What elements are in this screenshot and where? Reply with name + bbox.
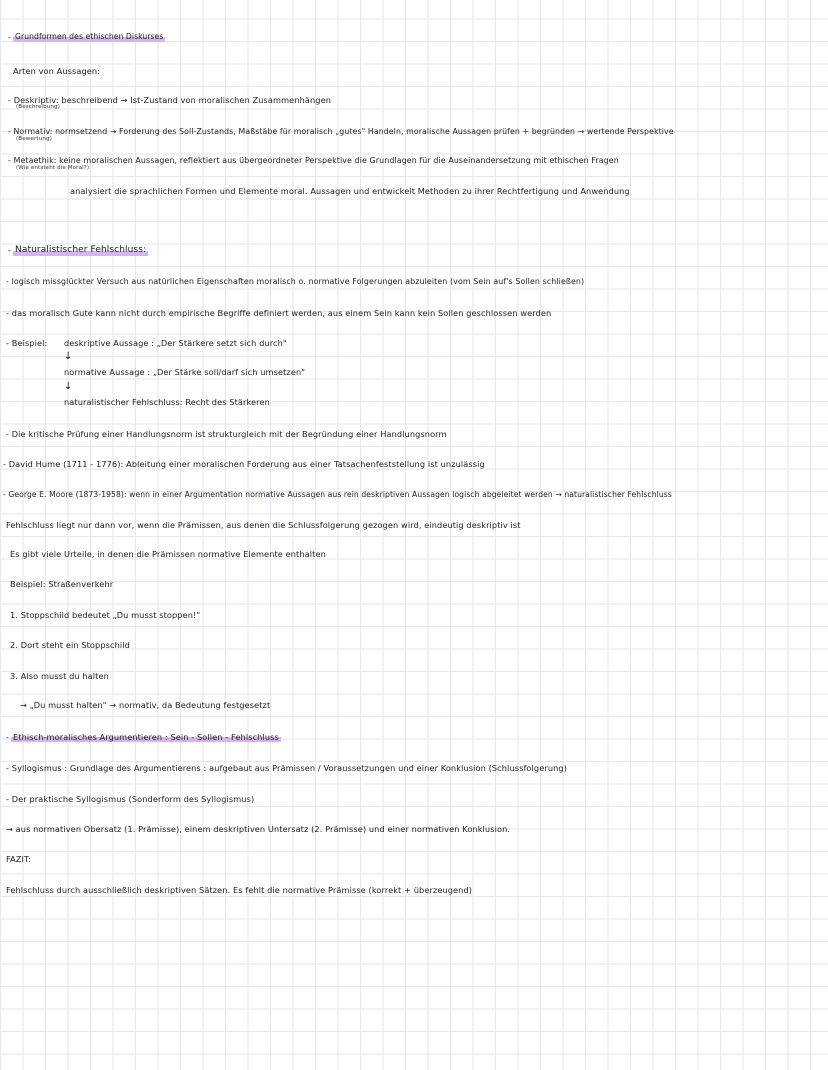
nf-line-4: - David Hume (1711 - 1776): Ableitung einer moralischen Forderung aus einer Tatsachenfeststellung ist unzulässig	[3, 459, 485, 469]
beispiel-label: Beispiel:	[11, 338, 48, 348]
nf-line-6: Fehlschluss liegt nur dann vor, wenn die Prämissen, aus denen die Schlussfolgerung gezogen wird, eindeutig deskriptiv ist	[6, 520, 521, 530]
nf-line-8: Beispiel: Straßenverkehr	[10, 579, 114, 589]
nf-line-1: - logisch missglückter Versuch aus natürlichen Eigenschaften moralisch o. normative Folgerungen abzuleiten (vom Sein auf's Sollen schließen)	[6, 277, 585, 286]
nf-line-7: Es gibt viele Urteile, in denen die Prämissen normative Elemente enthalten	[10, 549, 326, 559]
normativ-line: - Normativ: normsetzend → Forderung des Soll-Zustands, Maßstäbe für moralisch „gutes" Handeln, moralische Aussagen prüfen + begründen → wertende Perspektive	[8, 127, 674, 136]
normativ-label: Normativ:	[13, 127, 53, 136]
metaethik-label: Metaethik:	[13, 156, 57, 165]
section-title-grundformen: Grundformen des ethischen Diskurses	[15, 32, 164, 41]
metaethik-text2: analysiert die sprachlichen Formen und Elemente moral. Aussagen und entwickelt Methoden zu ihrer Rechtfertigung und Anwendung	[70, 186, 630, 196]
bullet-dash: -	[8, 245, 12, 255]
down-arrow-icon: ↓	[64, 381, 73, 392]
arten-heading: Arten von Aussagen:	[13, 66, 101, 76]
bullet-dash: -	[8, 32, 12, 42]
nf-line-5: - George E. Moore (1873-1958): wenn in einer Argumentation normative Aussagen aus rein deskriptiven Aussagen logisch abgeleitet werden → naturalistischer Fehlschluss	[3, 490, 672, 499]
nf-line-11: 3. Also musst du halten	[10, 671, 109, 681]
nf-line-2: - das moralisch Gute kann nicht durch empirische Begriffe definiert werden, aus einem Sein kann kein Sollen geschlossen werden	[6, 308, 552, 318]
section-title-argumentieren: Ethisch-moralisches Argumentieren : Sein - Sollen - Fehlschluss	[13, 732, 279, 742]
beispiel-normativ: normative Aussage : „Der Stärke soll/darf sich umsetzen"	[64, 367, 306, 377]
arg-line-1: - Syllogismus : Grundlage des Argumentierens : aufgebaut aus Prämissen / Voraussetzungen und einer Konklusion (Schlussfolgerung)	[6, 763, 567, 773]
deskriptiv-line: - Deskriptiv: beschreibend → Ist-Zustand von moralischen Zusammenhängen	[8, 95, 332, 105]
arg-line-2: - Der praktische Syllogismus (Sonderform des Syllogismus)	[6, 794, 255, 804]
down-arrow-icon: ↓	[64, 351, 73, 362]
metaethik-line: - Metaethik: keine moralischen Aussagen, reflektiert aus übergeordneter Perspektive die Grundlagen für die Auseinandersetzung mit ethischen Fragen	[8, 156, 619, 165]
nf-line-9: 1. Stoppschild bedeutet „Du musst stoppen!"	[10, 610, 201, 620]
nf-beispiel-line: - Beispiel:	[6, 338, 48, 348]
section-title-naturalistisch: Naturalistischer Fehlschluss:	[15, 245, 147, 255]
nf-line-10: 2. Dort steht ein Stoppschild	[10, 640, 130, 650]
normativ-text: normsetzend → Forderung des Soll-Zustands, Maßstäbe für moralisch „gutes" Handeln, moralische Aussagen prüfen + begründen → wertende Perspektive	[55, 127, 674, 136]
metaethik-text: keine moralischen Aussagen, reflektiert aus übergeordneter Perspektive die Grundlagen für die Auseinandersetzung mit ethischen Fragen	[59, 156, 619, 165]
deskriptiv-note: (Beschreibung)	[16, 104, 60, 110]
arg-line-3: → aus normativen Obersatz (1. Prämisse), einem deskriptiven Untersatz (2. Prämisse) und einer normativen Konklusion.	[6, 824, 511, 834]
fazit-label: FAZIT:	[6, 854, 32, 864]
beispiel-naturalistisch: naturalistischer Fehlschluss: Recht des Stärkeren	[64, 397, 270, 407]
bullet-dash: -	[6, 732, 10, 742]
nf-line-3: - Die kritische Prüfung einer Handlungsnorm ist strukturgleich mit der Begründung einer Handlungsnorm	[6, 429, 447, 439]
arg-line-4: Fehlschluss durch ausschließlich deskriptiven Sätzen. Es fehlt die normative Prämisse (korrekt + überzeugend)	[6, 885, 473, 895]
deskriptiv-label: Deskriptiv:	[13, 95, 59, 105]
deskriptiv-text: beschreibend → Ist-Zustand von moralischen Zusammenhängen	[61, 95, 332, 105]
beispiel-deskriptiv: deskriptive Aussage : „Der Stärkere setzt sich durch"	[64, 338, 287, 348]
metaethik-note: (Wie entsteht die Moral?)	[16, 165, 90, 171]
nf-line-12: → „Du musst halten" → normativ, da Bedeutung festgesetzt	[20, 700, 271, 710]
normativ-note: (Bewertung)	[16, 136, 52, 142]
